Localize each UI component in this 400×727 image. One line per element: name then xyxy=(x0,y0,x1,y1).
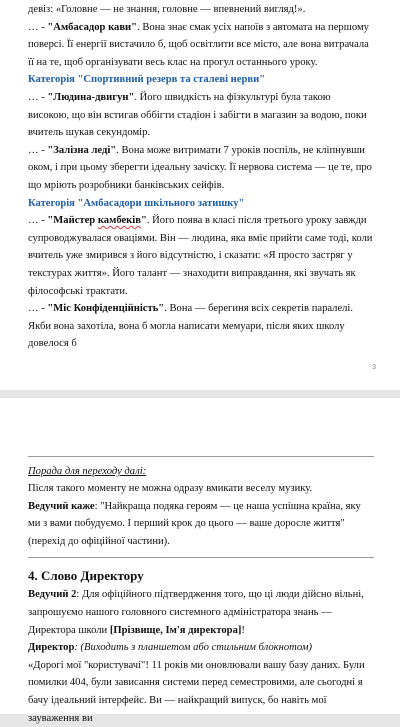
host-paragraph: Ведучий каже: "Найкраща подяка героям — це наша успішна країна, яку ми з вами побудуємо. І перший крок до цього — ваше доросле життя" (перехід до офіційної частини). xyxy=(28,500,361,547)
nomination-title: "Залізна леді" xyxy=(47,144,117,156)
document-page-4 xyxy=(0,398,400,724)
entry-comeback-master: … - "Майстер камбеків". Його поява в класі після третього уроку завжди супроводжувалася оваціями. Він — людина, яка вміє прийти саме тоді, коли вчитель уже змирився з його відсутністю, і сказати: «Я просто застряг у текстурах життя». Його талант — знаходити виправдання, які звучать як філософські трактати. xyxy=(28,215,373,297)
spellcheck-word[interactable]: камбеків xyxy=(97,215,141,227)
entry-miss-confidentiality: … - "Міс Конфіденційність". Вона — берегиня всіх секретів паралелі. Якби вона захотіла, вона б могла написати мемуари, після яких школу довелося б xyxy=(28,303,354,350)
director-paragraph: Директор: (Виходить з планшетом або стильним блокнотом) xyxy=(28,642,313,654)
nomination-title: "Майстер камбеків" xyxy=(47,215,147,227)
entry-iron-lady: … - "Залізна леді". Вона може витримати 7 уроків поспіль, не кліпнувши оком, і при цьому зберегти ідеальну зачіску. Її нервова система — це те, про що мріють розробники банківських сейфів. xyxy=(28,144,372,191)
tip-text: Після такого моменту не можна одразу вмикати веселу музику. xyxy=(28,483,313,494)
tip-label: Порада для переходу далі: xyxy=(28,466,147,477)
nomination-title: "Людина-двигун" xyxy=(47,91,135,103)
host2-paragraph: Ведучий 2: Для офіційного підтвердження того, що ці люди дійсно вільні, запрошуємо нашого головного системного адміністратора знань — Директора школи [Прізвище, Ім'я директора]! xyxy=(28,589,364,636)
paragraph-motto: девіз: «Головне — не знання, головне — впевнений вигляд!». xyxy=(28,4,306,15)
section-title: 4. Слово Директору xyxy=(28,568,144,584)
page-number: 3 xyxy=(372,364,376,371)
entry-coffee-ambassador: … - "Амбасадор кави". Вона знає смак усіх напоїв з автомата на першому поверсі. Її енергії вистачило б, щоб освітлити все місто, але вона витрачала її на те, щоб організувати весь клас на прогул останнього уроку. xyxy=(28,21,369,68)
category-heading: Категорія "Амбасадори шкільного затишку" xyxy=(28,197,245,209)
director-quote: «Дорогі мої "користувачі"! 11 років ми оновлювали вашу базу даних. Були помилки 404, були зависання системи перед семестровими, але сьогодні я бачу ідеальний інтерфейс. Ви — найкращий випуск, бо навіть мої зауваження ви xyxy=(28,659,365,724)
category-heading: Категорія "Спортивний резерв та сталеві нерви" xyxy=(28,74,266,86)
nomination-title: "Міс Конфіденційність" xyxy=(47,303,165,315)
nomination-title: "Амбасадор кави" xyxy=(47,21,138,33)
entry-engine-person: … - "Людина-двигун". Його швидкість на фізкультурі була такою високою, що він встигав оббігти стадіон і забігти в магазин за водою, поки вчитель шукав секундомір. xyxy=(28,91,367,139)
